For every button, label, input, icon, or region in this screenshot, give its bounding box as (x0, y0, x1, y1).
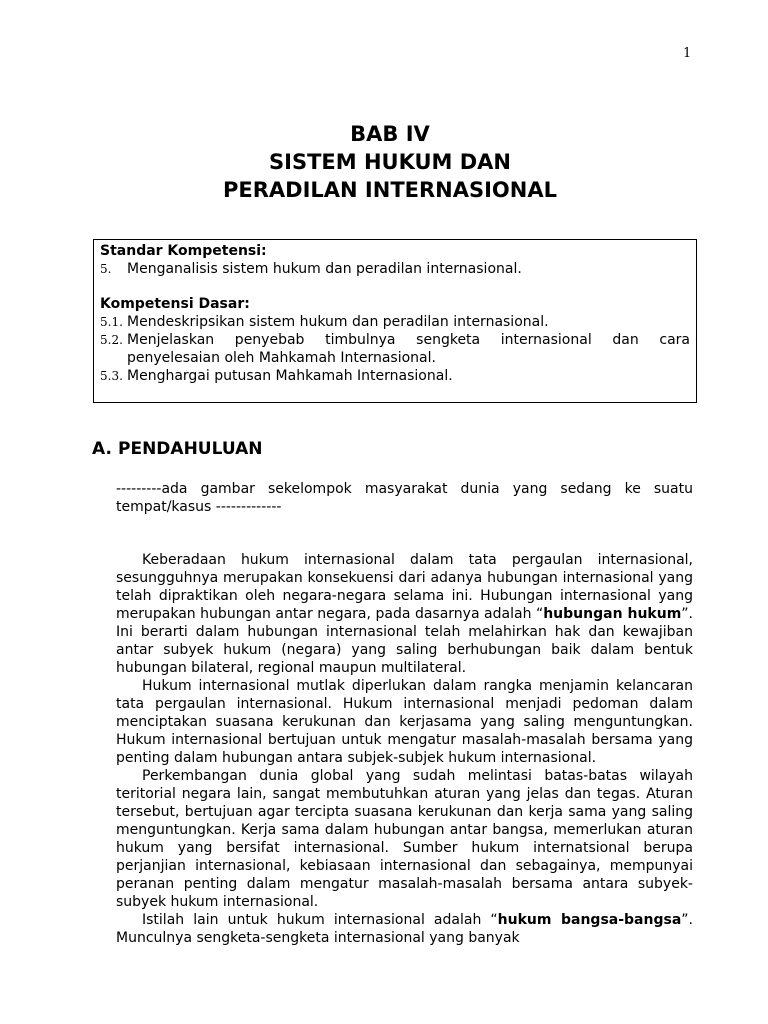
section-letter: A. (92, 439, 112, 459)
item-number: 5. (100, 262, 112, 276)
item-number: 5.1. (100, 315, 123, 329)
item-text: Menjelaskan penyebab timbulnya sengketa internasional dan cara penyelesaian oleh Mahkamah Internasional. (127, 332, 690, 366)
basic-competency-item (100, 367, 690, 385)
section-title: PENDAHULUAN (118, 439, 263, 459)
section-heading (92, 439, 263, 459)
bold-term: hubungan hukum (543, 606, 682, 622)
basic-competency-heading: Kompetensi Dasar: (100, 296, 250, 312)
item-number: 5.3. (100, 369, 123, 383)
chapter-title (0, 120, 768, 204)
competency-box (93, 239, 697, 403)
basic-competency-item (100, 331, 690, 367)
basic-competency-item (100, 313, 690, 331)
paragraph: Hukum internasional mutlak diperlukan dalam rangka menjamin kelancaran tata pergaulan internasional. Hukum internasional menjadi pedoman dalam menciptakan suasana kerukunan dan kerjasama yang saling menguntungkan. Hukum internasional bertujuan untuk mengatur masalah-masalah bersama yang penting dalam hubungan antara subjek-subjek hukum internasional. (116, 678, 693, 766)
chapter-title-line-1: BAB IV (350, 122, 430, 146)
body-text (116, 551, 693, 947)
item-text: Menganalisis sistem hukum dan peradilan internasional. (127, 261, 522, 277)
bold-term: hukum bangsa-bangsa (497, 912, 682, 928)
item-text: Mendeskripsikan sistem hukum dan peradilan internasional. (127, 314, 549, 330)
standard-competency-item (100, 260, 690, 278)
item-number: 5.2. (100, 333, 123, 347)
page-number: 1 (683, 46, 692, 61)
standard-competency-heading: Standar Kompetensi: (100, 243, 267, 259)
paragraph-text: Istilah lain untuk hukum internasional adalah “ (142, 912, 498, 928)
chapter-title-line-2: SISTEM HUKUM DAN (269, 150, 511, 174)
item-text: Menghargai putusan Mahkamah Internasional. (127, 368, 453, 384)
image-placeholder-note: ---------ada gambar sekelompok masyarakat dunia yang sedang ke suatu tempat/kasus ------------- (116, 481, 693, 515)
paragraph-text: ”. Munculnya sengketa-sengketa internasional yang banyak (116, 912, 693, 946)
chapter-title-line-3: PERADILAN INTERNASIONAL (223, 178, 557, 202)
paragraph-text: ”. Ini berarti dalam hubungan internasional telah melahirkan hak dan kewajiban antar subyek hukum (negara) yang saling berhubungan baik dalam bentuk hubungan bilateral, regional maupun multilateral. (116, 606, 693, 676)
paragraph (116, 911, 693, 947)
paragraph: Perkembangan dunia global yang sudah melintasi batas-batas wilayah teritorial negara lain, sangat membutuhkan aturan yang jelas dan tegas. Aturan tersebut, bertujuan agar tercipta suasana kerukunan dan kerja sama yang saling menguntungkan. Kerja sama dalam hubungan antar bangsa, memerlukan aturan hukum yang bersifat internasional. Sumber hukum internatsional berupa perjanjian internasional, kebiasaan internasional dan sebagainya, mempunyai peranan penting dalam mengatur masalah-masalah bersama antara subyek-subyek hukum internasional. (116, 768, 693, 910)
paragraph-text: Keberadaan hukum internasional dalam tata pergaulan internasional, sesungguhnya merupakan konsekuensi dari adanya hubungan internasional yang telah dipraktikan oleh negara-negara selama ini. Hubungan internasional yang merupakan hubungan antar negara, pada dasarnya adalah “ (116, 552, 693, 622)
paragraph (116, 551, 693, 677)
